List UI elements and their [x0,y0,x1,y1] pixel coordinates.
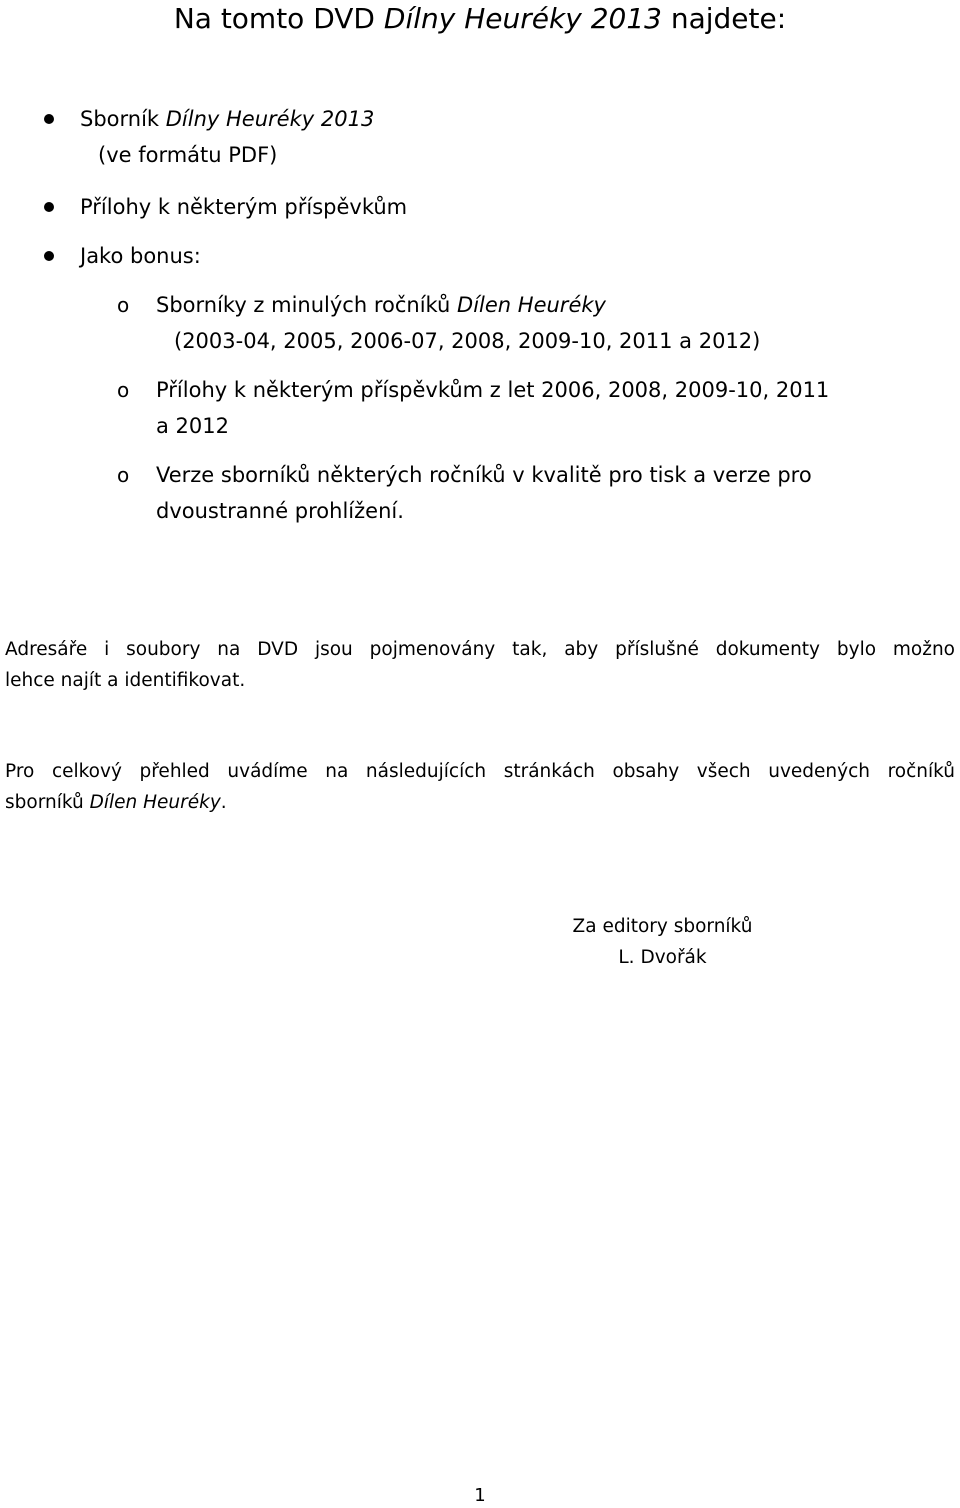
paragraph-line: Pro celkový přehled uvádíme na následujících stránkách obsahy všech uvedených ročníků [5,761,955,782]
title-prefix: Na tomto DVD [173,2,384,35]
sub-item-line: Přílohy k některým příspěvkům z let 2006, 2008, 2009-10, 2011 [156,378,830,402]
sub-item-line: dvoustranné prohlížení. [156,499,404,523]
bullet-icon [44,202,54,212]
paragraph-prehled [5,756,955,818]
list-item-bonus: Jako bonus: [80,244,201,268]
list-item-line: (ve formátu PDF) [98,143,278,167]
signature-line: Za editory sborníků [572,916,753,937]
sub-item-verze [156,457,812,529]
page-number: 1 [474,1485,486,1506]
sub-item-line: (2003-04, 2005, 2006-07, 2008, 2009-10, 2011 a 2012) [174,329,761,353]
sub-bullet-icon: o [117,378,130,402]
paragraph-italic: Dílen Heuréky [89,792,221,813]
sub-bullet-icon: o [117,293,130,317]
signature-name: L. Dvořák [618,947,707,968]
sub-item-line: a 2012 [156,414,229,438]
bullet-icon [44,251,54,261]
paragraph-line: lehce najít a identifikovat. [5,670,246,691]
sub-item-prilohy [156,372,829,444]
title-suffix: najdete: [661,2,787,35]
sub-bullet-icon: o [117,463,130,487]
title-italic: Dílny Heuréky 2013 [383,2,662,35]
sub-item-line: Sborníky z minulých ročníků Dílen Heuréky [156,293,606,317]
signature [560,911,765,973]
paragraph-line: sborníků Dílen Heuréky. [5,792,227,813]
page-title [0,1,960,37]
paragraph-line: Adresáře i soubory na DVD jsou pojmenovány tak, aby příslušné dokumenty bylo možno [5,639,955,660]
list-item-sbornik [80,101,374,173]
sub-item-sborniky [156,287,760,359]
sub-item-italic: Dílen Heuréky [457,293,606,317]
bullet-icon [44,114,54,124]
list-item-prilohy: Přílohy k některým příspěvkům [80,195,408,219]
sub-item-line: Verze sborníků některých ročníků v kvalitě pro tisk a verze pro [156,463,812,487]
list-item-line: Sborník Dílny Heuréky 2013 [80,107,375,131]
list-item-italic: Dílny Heuréky 2013 [165,107,375,131]
paragraph-adresare [5,634,955,696]
